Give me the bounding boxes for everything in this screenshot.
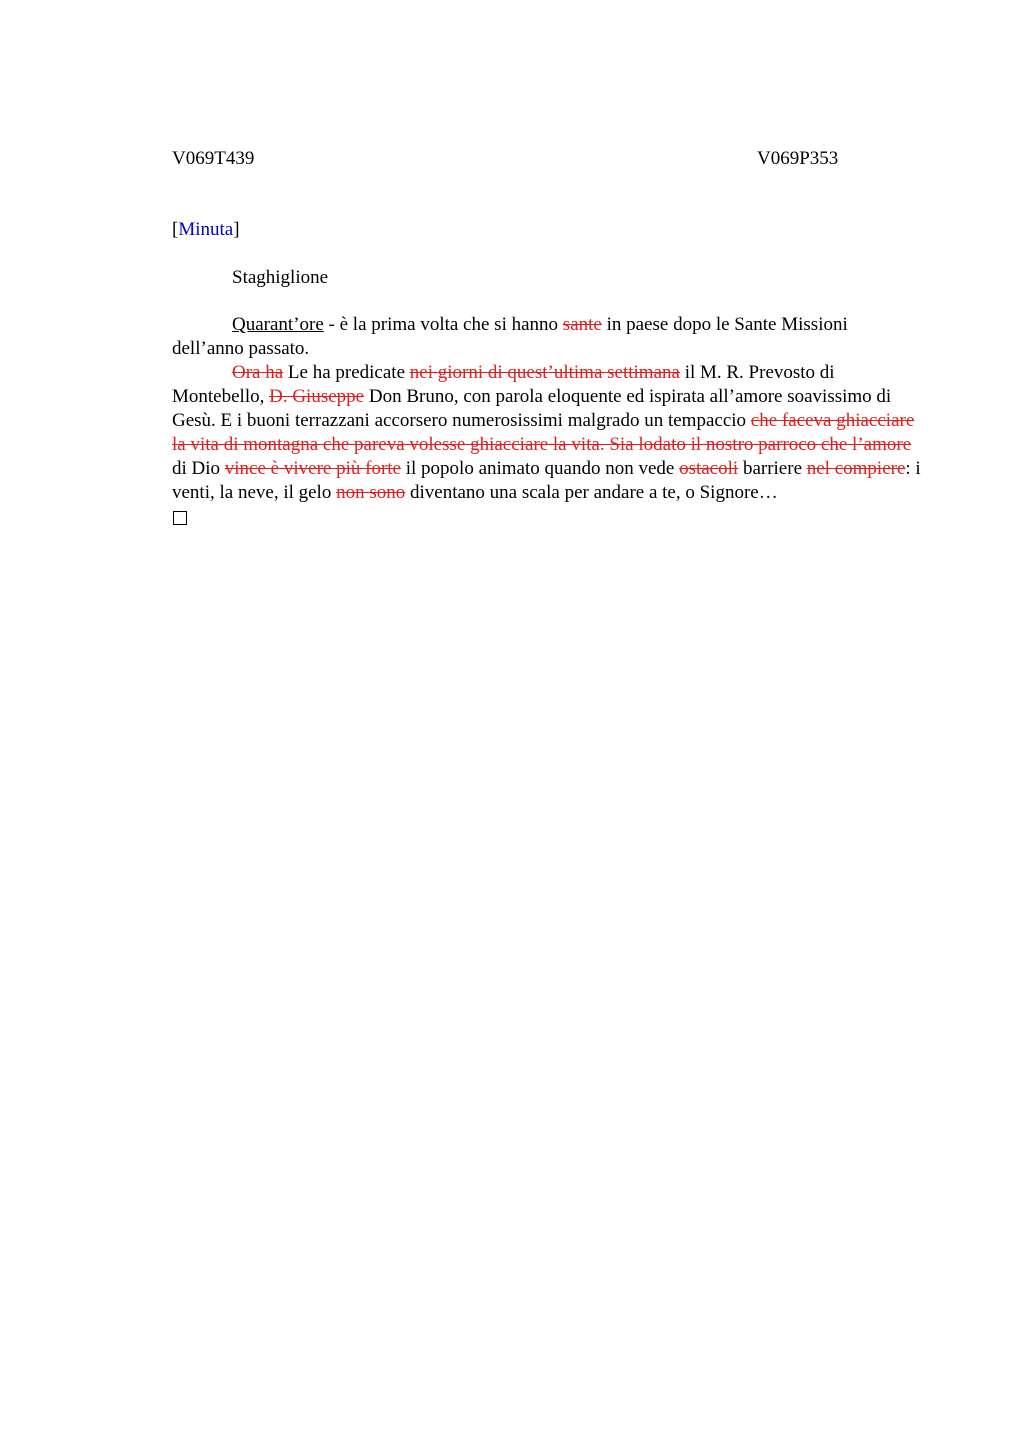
deleted-text-segment: che faceva ghiacciare la vita di montagna che pareva volesse ghiacciare la vita. Sia lodato il nostro parroco che l’amore [172, 410, 915, 455]
text-segment: : i venti, la neve, il gelo [172, 458, 921, 503]
draft-label [172, 217, 922, 243]
deleted-text-segment: ostacoli [679, 458, 739, 479]
document-code-right: V069P353 [757, 148, 839, 169]
label-open-bracket: [ [172, 219, 179, 240]
label-close-bracket: ] [233, 219, 240, 240]
document-header [172, 146, 922, 172]
deleted-text-segment: sante [562, 314, 602, 335]
empty-square-icon [173, 511, 187, 525]
body-text [172, 313, 922, 525]
deleted-text-segment: Ora ha [232, 362, 284, 383]
text-segment: in paese dopo le Sante Missioni dell’anno passato. [172, 314, 848, 359]
text-segment: il popolo animato quando non vede [400, 458, 680, 479]
paragraph-2 [172, 361, 922, 505]
text-segment: Le ha predicate [283, 362, 410, 383]
text-segment: diventano una scala per andare a te, o Signore… [405, 482, 778, 503]
deleted-text-segment: vince è vivere più forte [224, 458, 401, 479]
text-segment: barriere [738, 458, 807, 479]
text-segment: di Dio [172, 458, 225, 479]
text-segment: il M. R. Prevosto di Montebello, [172, 362, 835, 407]
place-name: Staghiglione [232, 267, 329, 288]
text-segment: Quarant’ore [232, 314, 324, 335]
document-code-left: V069T439 [172, 148, 255, 169]
label-text: Minuta [178, 219, 234, 240]
deleted-text-segment: non sono [336, 482, 406, 503]
text-segment: - è la prima volta che si hanno [323, 314, 563, 335]
document-page [172, 146, 922, 525]
text-segment: Don Bruno, con parola eloquente ed ispirata all’amore soavissimo di Gesù. E i buoni terrazzani accorsero numerosissimi malgrado un tempaccio [172, 386, 892, 431]
deleted-text-segment: D. Giuseppe [269, 386, 365, 407]
deleted-text-segment: nel compiere [806, 458, 906, 479]
paragraph-1 [172, 313, 922, 361]
deleted-text-segment: nei giorni di quest’ultima settimana [409, 362, 680, 383]
